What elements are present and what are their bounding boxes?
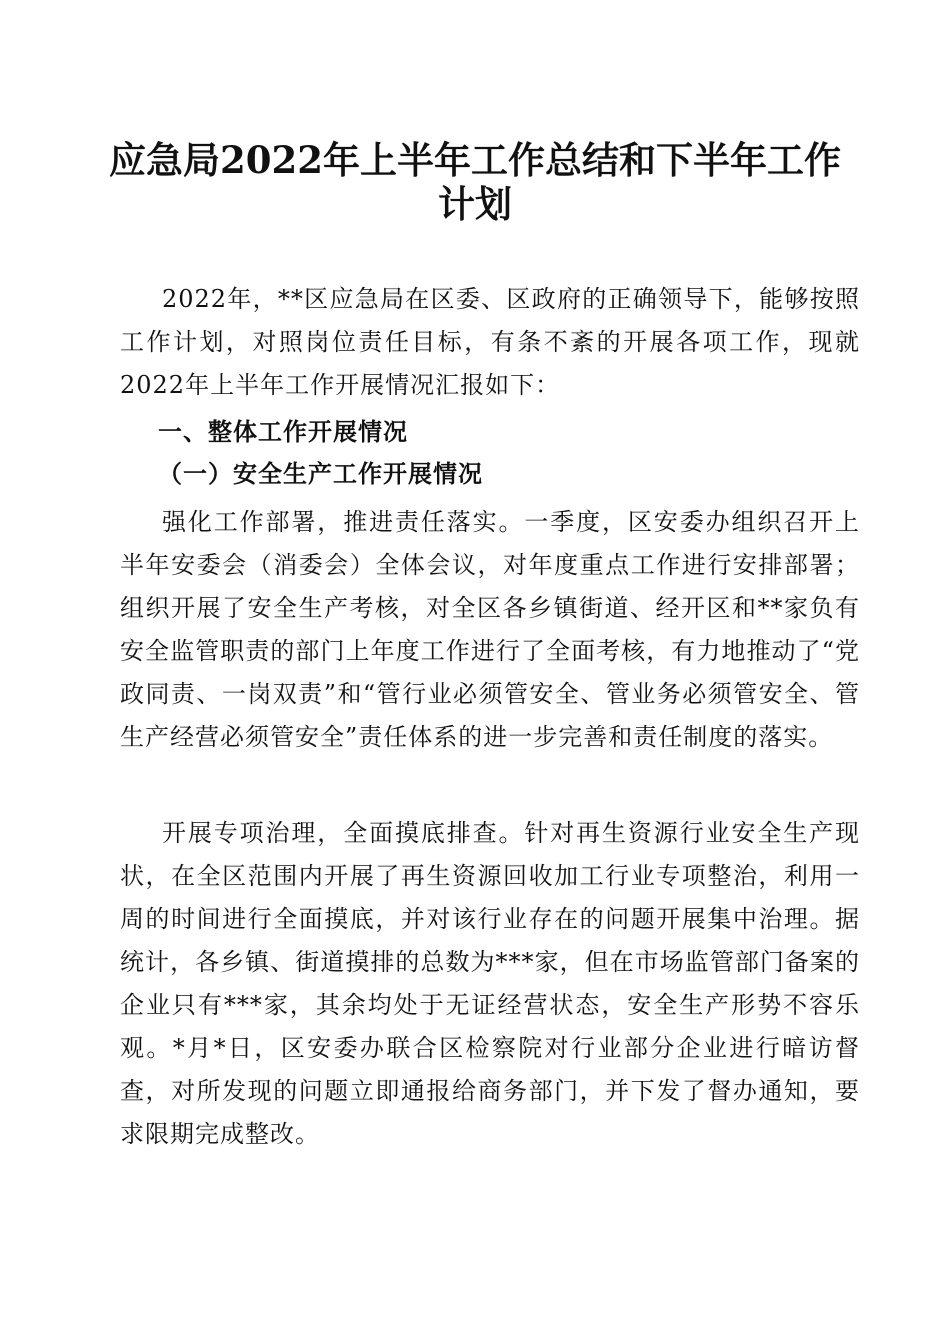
section-heading-overall-work: 一、整体工作开展情况: [158, 418, 408, 446]
paragraph-responsibility: 强化工作部署，推进责任落实。一季度，区安委办组织召开上半年安委会（消委会）全体会议，对年度重点工作进行安排部署；组织开展了安全生产考核，对全区各乡镇街道、经开区和**家负有安全监管职责的部门上年度工作进行了全面考核，有力地推动了“党政同责、一岗双责”和“管行业必须管安全、管业务必须管安全、管生产经营必须管安全”责任体系的进一步完善和责任制度的落实。: [120, 508, 860, 751]
paragraph-special-governance: 开展专项治理，全面摸底排查。针对再生资源行业安全生产现状，在全区范围内开展了再生资源回收加工行业专项整治，利用一周的时间进行全面摸底，并对该行业存在的问题开展集中治理。据统计，各乡镇、街道摸排的总数为***家，但在市场监管部门备案的企业只有***家，其余均处于无证经营状态，安全生产形势不容乐观。*月*日，区安委办联合区检察院对行业部分企业进行暗访督查，对所发现的问题立即通报给商务部门，并下发了督办通知，要求限期完成整改。: [120, 819, 860, 1148]
subsection-heading-safety-production: （一）安全生产工作开展情况: [158, 459, 483, 488]
document-title-line-2: 计划: [438, 182, 512, 226]
intro-paragraph: 2022年，**区应急局在区委、区政府的正确领导下，能够按照工作计划，对照岗位责任目标，有条不紊的开展各项工作，现就2022年上半年工作开展情况汇报如下：: [120, 285, 860, 399]
document-title-line-1: 应急局2022年上半年工作总结和下半年工作: [109, 138, 841, 182]
